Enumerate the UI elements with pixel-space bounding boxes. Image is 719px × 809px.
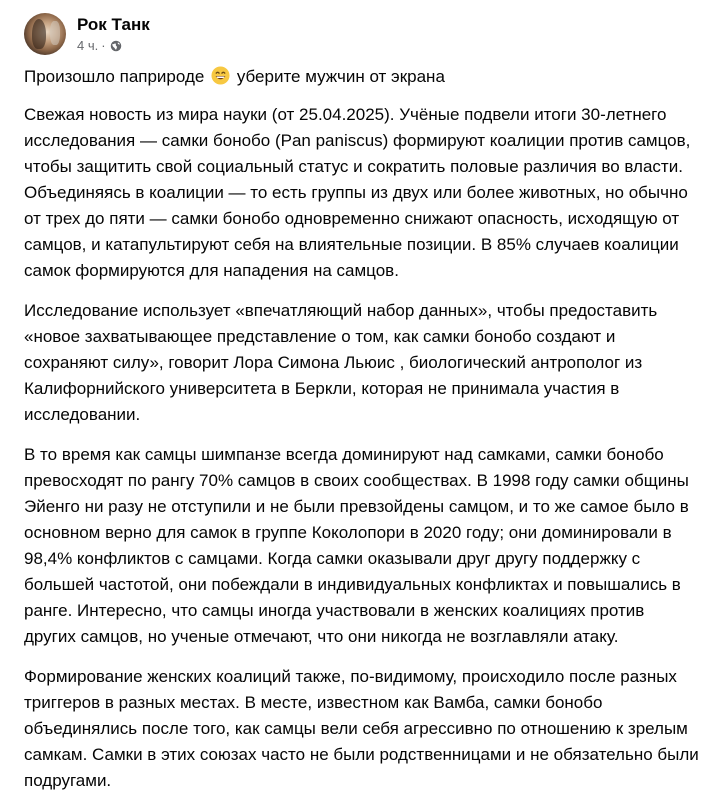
post-headline bbox=[24, 64, 700, 90]
author-avatar[interactable] bbox=[24, 13, 66, 55]
separator-dot: · bbox=[101, 38, 106, 53]
globe-icon[interactable] bbox=[110, 40, 122, 52]
post-body bbox=[24, 64, 700, 808]
post-paragraph-1: Свежая новость из мира науки (от 25.04.2025). Учёные подвели итоги 30-летнего исследования — самки бонобо (Pan paniscus) формируют коалиции против самцов, чтобы защитить свой социальный статус и сократить половые различия во власти. Объединяясь в коалиции — то есть группы из двух или более животных, но обычно от трех до пяти — самки бонобо одновременно снижают опасность, исходящую от самцов, и катапультируют себя на влиятельные позиции. В 85% случаев коалиции самок формируются для нападения на самцов. bbox=[24, 105, 691, 280]
post-header bbox=[24, 10, 150, 58]
post-paragraph-2: Исследование использует «впечатляющий набор данных», чтобы предоставить «новое захватывающее представление о том, как самки бонобо создают и сохраняют силу», говорит Лора Симона Льюис , биологический антрополог из Калифорнийского университета в Беркли, которая не принимала участия в исследовании. bbox=[24, 301, 658, 424]
post-paragraph-4: Формирование женских коалиций также, по-видимому, происходило после разных триггеров в разных местах. В месте, известном как Вамба, самки бонобо объединялись после того, как самцы вели себя агрессивно по отношению к зрелым самкам. Самки в этих союзах часто не были родственницами и не обязательно были подругами. bbox=[24, 667, 699, 790]
author-name[interactable]: Рок Танк bbox=[77, 15, 150, 34]
grinning-face-emoji-icon bbox=[211, 66, 230, 85]
post-paragraph-3: В то время как самцы шимпанзе всегда доминируют над самками, самки бонобо превосходят по рангу 70% самцов в своих сообществах. В 1998 году самки общины Эйенго ни разу не отступили и не были превзойдены самцом, и то же самое было в основном верно для самок в группе Коколопори в 2020 году; они доминировали в 98,4% конфликтов с самцами. Когда самки оказывали друг другу поддержку с большей частотой, они побеждали в индивидуальных конфликтах и повышались в ранге. Интересно, что самцы иногда участвовали в женских коалициях против других самцов, но ученые отмечают, что они никогда не возглавляли атаку. bbox=[24, 445, 689, 646]
post-subline bbox=[77, 38, 150, 54]
post-meta bbox=[77, 14, 150, 54]
headline-text-start: Произошло паприроде bbox=[24, 67, 205, 86]
post-time[interactable]: 4 ч. bbox=[77, 38, 99, 53]
headline-text-end: уберите мужчин от экрана bbox=[236, 67, 445, 86]
